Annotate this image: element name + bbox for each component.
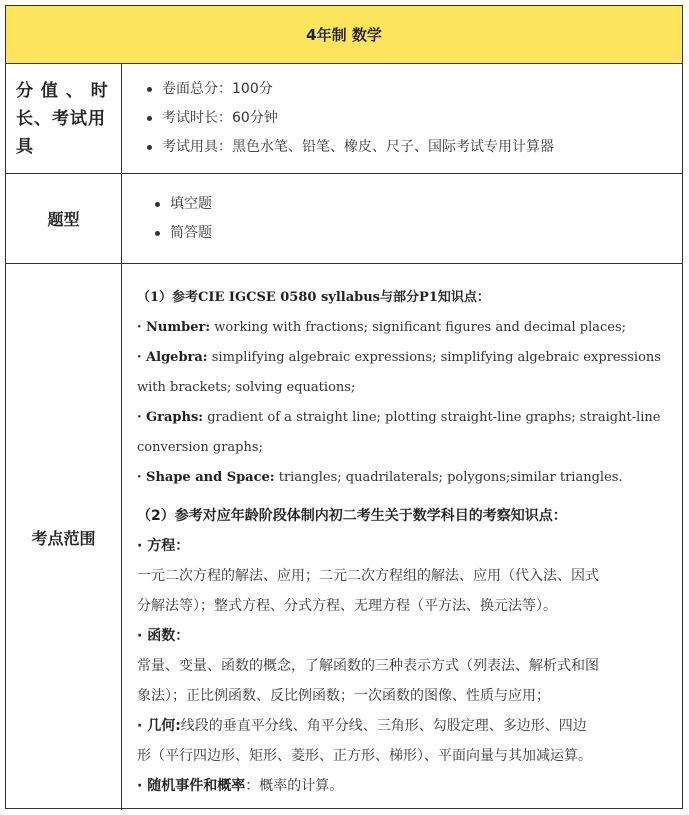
row-label-question-types: 题型 xyxy=(6,174,122,263)
p1-algebra-head: · Algebra: xyxy=(137,350,208,365)
list-item: 卷面总分：100分 xyxy=(122,75,682,104)
exam-info-table xyxy=(5,5,683,809)
probability xyxy=(137,771,676,801)
equations-line2: 分解法等）；整式方程、分式方程、无理方程（平方法、换元法等）。 xyxy=(137,598,557,614)
functions-head: · 函数： xyxy=(137,628,190,644)
p1-number-body: working with fractions; significant figures and decimal places; xyxy=(210,320,626,335)
table-header xyxy=(6,6,682,64)
p1-number-head: · Number: xyxy=(137,320,211,335)
geometry xyxy=(137,711,676,741)
row-score-time-tools xyxy=(6,64,682,174)
p1-graphs xyxy=(137,403,676,433)
row-question-types xyxy=(6,174,682,264)
functions-line1: 常量、变量、函数的概念，了解函数的三种表示方式（列表法、解析式和图 xyxy=(137,658,599,674)
geometry-line1: 线段的垂直平分线、角平分线、三角形、勾股定理、多边形、四边 xyxy=(180,718,587,734)
row-content-score-time-tools xyxy=(122,64,682,173)
p1-number xyxy=(137,313,676,343)
row-content-question-types xyxy=(122,174,682,263)
p1-graphs-body2: conversion graphs; xyxy=(137,440,263,455)
geometry-head: · 几何: xyxy=(137,718,181,734)
header-title: 4年制 数学 xyxy=(306,26,382,44)
p1-algebra-body2: with brackets; solving equations; xyxy=(137,380,356,395)
functions-line2: 象法）；正比例函数、反比例函数；一次函数的图像、性质与应用； xyxy=(137,688,550,704)
probability-body: ：概率的计算。 xyxy=(245,778,344,794)
score-time-tools-list xyxy=(122,64,682,162)
question-types-list xyxy=(122,174,682,248)
part2-title: （2）参考对应年龄阶段体制内初二考生关于数学科目的考察知识点： xyxy=(137,508,567,524)
row-content-exam-scope xyxy=(122,264,682,810)
p1-shape-body: triangles; quadrilaterals; polygons;similar triangles. xyxy=(274,470,623,485)
list-item: 考试时长：60分钟 xyxy=(122,104,682,133)
list-item: 填空题 xyxy=(122,190,682,219)
list-item: 简答题 xyxy=(122,219,682,248)
p1-shape xyxy=(137,463,676,493)
row-label-exam-scope: 考点范围 xyxy=(6,264,122,810)
p1-graphs-body1: gradient of a straight line; plotting straight-line graphs; straight-line xyxy=(203,410,661,425)
geometry-line2: 形（平行四边形、矩形、菱形、正方形、梯形）、平面向量与其加减运算。 xyxy=(137,748,592,764)
part1-title: （1）参考CIE IGCSE 0580 syllabus与部分P1知识点： xyxy=(137,290,490,305)
equations-line1: 一元二次方程的解法、应用；二元二次方程组的解法、应用（代入法、因式 xyxy=(137,568,599,584)
p1-graphs-head: · Graphs: xyxy=(137,410,204,425)
row-label-score-time-tools: 分 值 、 时长、考试用具 xyxy=(6,64,122,173)
p1-shape-head: · Shape and Space: xyxy=(137,470,275,485)
probability-head: · 随机事件和概率 xyxy=(137,778,246,794)
equations-head: · 方程： xyxy=(137,538,190,554)
p1-algebra xyxy=(137,343,676,373)
list-item: 考试用具：黑色水笔、铅笔、橡皮、尺子、国际考试专用计算器 xyxy=(122,133,682,162)
row-exam-scope xyxy=(6,264,682,810)
p1-algebra-body1: simplifying algebraic expressions; simplifying algebraic expressions xyxy=(207,350,661,365)
